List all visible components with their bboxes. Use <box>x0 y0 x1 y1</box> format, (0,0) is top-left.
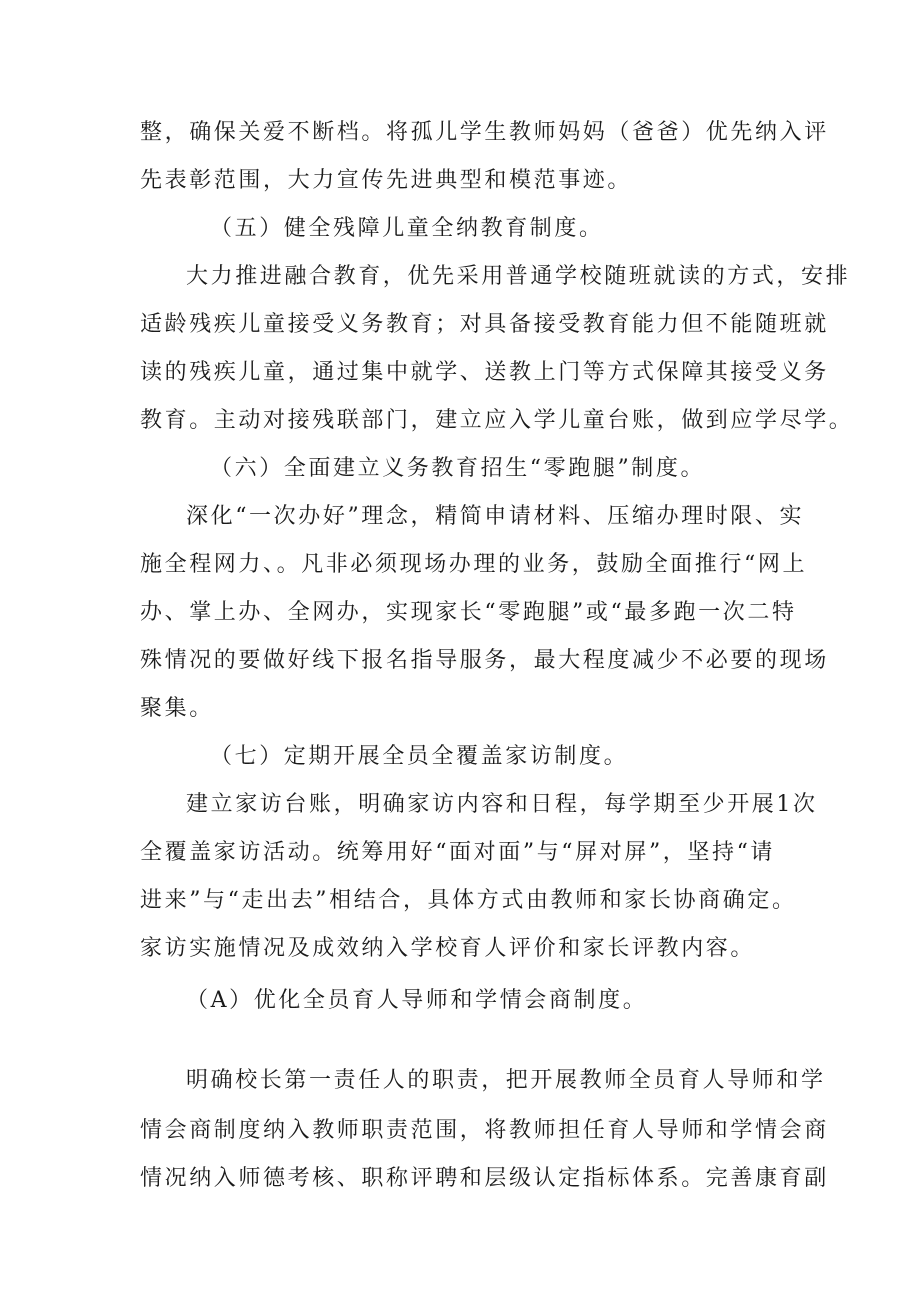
section-heading-7: （七）定期开展全员全覆盖家访制度。 <box>210 744 629 769</box>
body-text-line: 整，确保关爱不断档。将孤儿学生教师妈妈（爸爸）优先纳入评 <box>140 120 829 145</box>
body-text-line: 适龄残疾儿童接受义务教育；对具备接受教育能力但不能随班就 <box>140 312 829 337</box>
body-text-line: 大力推进融合教育，优先采用普通学校随班就读的方式，安排 <box>186 264 851 289</box>
section-heading-5: （五）健全残障儿童全纳教育制度。 <box>210 216 604 241</box>
section-heading-6: （六）全面建立义务教育招生“零跑腿”制度。 <box>210 456 706 481</box>
body-text-line: 施全程网力、。凡非必须现场办理的业务，鼓励全面推行“网上 <box>140 552 808 577</box>
section-heading-8: （A）优化全员育人导师和学情会商制度。 <box>186 988 648 1013</box>
body-text-line: 进来”与“走出去”相结合，具体方式由教师和家长协商确定。 <box>140 888 797 913</box>
body-text-line: 读的残疾儿童，通过集中就学、送教上门等方式保障其接受义务 <box>140 360 829 385</box>
body-text-line: 先表彰范围，大力宣传先进典型和模范事迹。 <box>140 168 633 193</box>
body-text-line: 情况纳入师德考核、职称评聘和层级认定指标体系。完善康育副 <box>140 1166 829 1191</box>
body-text-line: 明确校长第一责任人的职责，把开展教师全员育人导师和学 <box>186 1068 826 1093</box>
body-text-line: 聚集。 <box>140 696 214 721</box>
body-text-line: 办、掌上办、全网办，实现家长“零跑腿”或“最多跑一次二特 <box>140 600 797 625</box>
body-text-line: 情会商制度纳入教师职责范围，将教师担任育人导师和学情会商 <box>140 1118 829 1143</box>
body-text-line: 建立家访台账，明确家访内容和日程，每学期至少开展1次 <box>186 792 818 817</box>
body-text-line: 全覆盖家访活动。统筹用好“面对面”与“屏对屏”，坚持“请 <box>140 840 776 865</box>
body-text-line: 殊情况的要做好线下报名指导服务，最大程度减少不必要的现场 <box>140 648 829 673</box>
body-text-line: 深化“一次办好”理念，精简申请材料、压缩办理时限、实 <box>186 504 805 529</box>
body-text-line: 教育。主动对接残联部门，建立应入学儿童台账，做到应学尽学。 <box>140 408 854 433</box>
body-text-line: 家访实施情况及成效纳入学校育人评价和家长评教内容。 <box>140 936 756 961</box>
